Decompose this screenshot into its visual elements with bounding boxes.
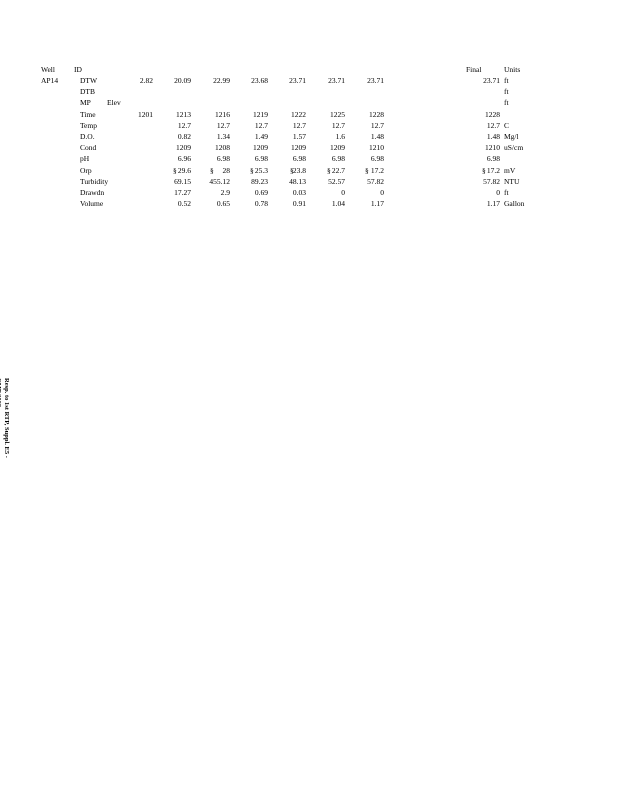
- row-value: 1209: [253, 143, 268, 153]
- header-final: Final: [466, 65, 482, 74]
- row-value: 69.15: [174, 176, 191, 186]
- row-label: MP: [80, 98, 91, 108]
- row-label: Volume: [80, 199, 104, 209]
- row-value: 28: [222, 165, 230, 175]
- row-value: 22.99: [213, 76, 230, 85]
- row-unit: C: [504, 120, 510, 130]
- row-label: Turbidity: [80, 176, 109, 186]
- row-value: 1208: [215, 143, 230, 153]
- row-value: 0.91: [292, 199, 306, 209]
- row-value: 1.17: [370, 199, 384, 209]
- row-label: DTB: [80, 87, 95, 97]
- row-value: 1.57: [292, 132, 306, 141]
- row-value: 23.71: [289, 76, 306, 85]
- row-value: 23.68: [251, 76, 268, 85]
- row-value: 1222: [291, 109, 306, 119]
- row-final-value: 1228: [485, 109, 500, 119]
- row-final-value: 1210: [485, 143, 500, 153]
- row-value-symbol: §: [173, 165, 177, 175]
- row-final-value: 12.7: [486, 120, 500, 130]
- row-label: DTW: [80, 76, 98, 85]
- row-final-value: 6.98: [486, 154, 500, 164]
- row-value: 6.96: [177, 154, 191, 164]
- row-value: 2.9: [220, 188, 230, 197]
- row-value: 12.7: [177, 120, 191, 130]
- row-value: 48.13: [289, 176, 306, 186]
- row-value: 1.6: [335, 132, 345, 141]
- row-value: 1209: [176, 143, 191, 153]
- row-value: 0.65: [216, 199, 230, 209]
- row-unit: ft: [504, 87, 509, 97]
- row-value: 57.82: [367, 176, 384, 186]
- row-value: 12.7: [292, 120, 306, 130]
- row-label: D.O.: [80, 132, 95, 141]
- row-value: 1.34: [216, 132, 230, 141]
- row-value: 89.23: [251, 176, 268, 186]
- row-final-value: 0: [496, 188, 500, 197]
- row-value: 23.71: [367, 76, 384, 85]
- row-value: 455.12: [209, 176, 230, 186]
- row-unit: ft: [504, 76, 509, 85]
- row-value: 6.98: [331, 154, 345, 164]
- row-value: 6.98: [254, 154, 268, 164]
- row-value-symbol: §: [290, 165, 294, 175]
- row-value: 22.7: [331, 165, 345, 175]
- row-value-symbol: §: [365, 165, 369, 175]
- row-value-symbol: §: [250, 165, 254, 175]
- row-label: Temp: [80, 120, 97, 130]
- row-value: 1216: [215, 109, 230, 119]
- row-value: 1228: [369, 109, 384, 119]
- row-value: 0.78: [254, 199, 268, 209]
- header-units: Units: [504, 65, 521, 74]
- side-note-line1: Resp. to 1st RTP, Suppl. E5 -: [3, 378, 10, 458]
- row-value: 1.48: [370, 132, 384, 141]
- row-unit: mV: [504, 165, 516, 175]
- row-value: 17.2: [370, 165, 384, 175]
- row-value: 23.71: [328, 76, 345, 85]
- row-label: Cond: [80, 143, 97, 153]
- row-value: 0.69: [254, 188, 268, 197]
- row-unit: ft: [504, 98, 509, 108]
- row-value: 1.49: [254, 132, 268, 141]
- row-extra-label: Elev: [107, 98, 121, 108]
- header-id: ID: [74, 65, 82, 74]
- row-value: 0.52: [177, 199, 191, 209]
- well-id: AP14: [41, 76, 59, 85]
- row-value: 12.7: [254, 120, 268, 130]
- row-final-value: 23.71: [483, 76, 500, 85]
- row-value: 12.7: [370, 120, 384, 130]
- row-value: 12.7: [331, 120, 345, 130]
- row-value: 1225: [330, 109, 345, 119]
- row-value: 17.27: [174, 188, 191, 197]
- row-value: 12.7: [216, 120, 230, 130]
- row-value: 1209: [330, 143, 345, 153]
- row-value: 6.98: [216, 154, 230, 164]
- row-label: Orp: [80, 165, 92, 175]
- row-label: Time: [80, 109, 96, 119]
- row-final-value: 1.17: [486, 199, 500, 209]
- row-value: 1213: [176, 109, 191, 119]
- row-unit: Gallon: [504, 199, 525, 209]
- row-unit: ft: [504, 188, 509, 197]
- row-value: 23.8: [292, 165, 306, 175]
- row-value: 0.82: [177, 132, 191, 141]
- row-value-symbol: §: [210, 165, 214, 175]
- row-value: 1219: [253, 109, 268, 119]
- row-value: 20.09: [174, 76, 191, 85]
- row-unit: uS/cm: [504, 143, 524, 153]
- row-unit: Mg/l: [504, 132, 519, 141]
- row-value-symbol: §: [327, 165, 331, 175]
- side-note: [0, 378, 10, 488]
- row-value: 6.98: [292, 154, 306, 164]
- row-value: 6.98: [370, 154, 384, 164]
- row-label: pH: [80, 154, 90, 164]
- row-final-value: 17.2: [486, 165, 500, 175]
- row-initial-value: 2.82: [139, 76, 153, 85]
- row-final-value: 57.82: [483, 176, 500, 186]
- row-initial-value: 1201: [138, 109, 153, 119]
- row-value: 0.03: [292, 188, 306, 197]
- row-label: Drawdn: [80, 188, 105, 197]
- row-value: 29.6: [177, 165, 191, 175]
- row-final-value: 1.48: [486, 132, 500, 141]
- header-well: Well: [41, 65, 55, 74]
- row-value: 1210: [369, 143, 384, 153]
- row-value: 1209: [291, 143, 306, 153]
- row-value: 0: [380, 188, 384, 197]
- row-value: 1.04: [331, 199, 345, 209]
- row-value: 0: [341, 188, 345, 197]
- row-final-symbol: §: [482, 165, 486, 175]
- row-value: 52.57: [328, 176, 345, 186]
- row-unit: NTU: [504, 176, 520, 186]
- row-value: 25.3: [254, 165, 268, 175]
